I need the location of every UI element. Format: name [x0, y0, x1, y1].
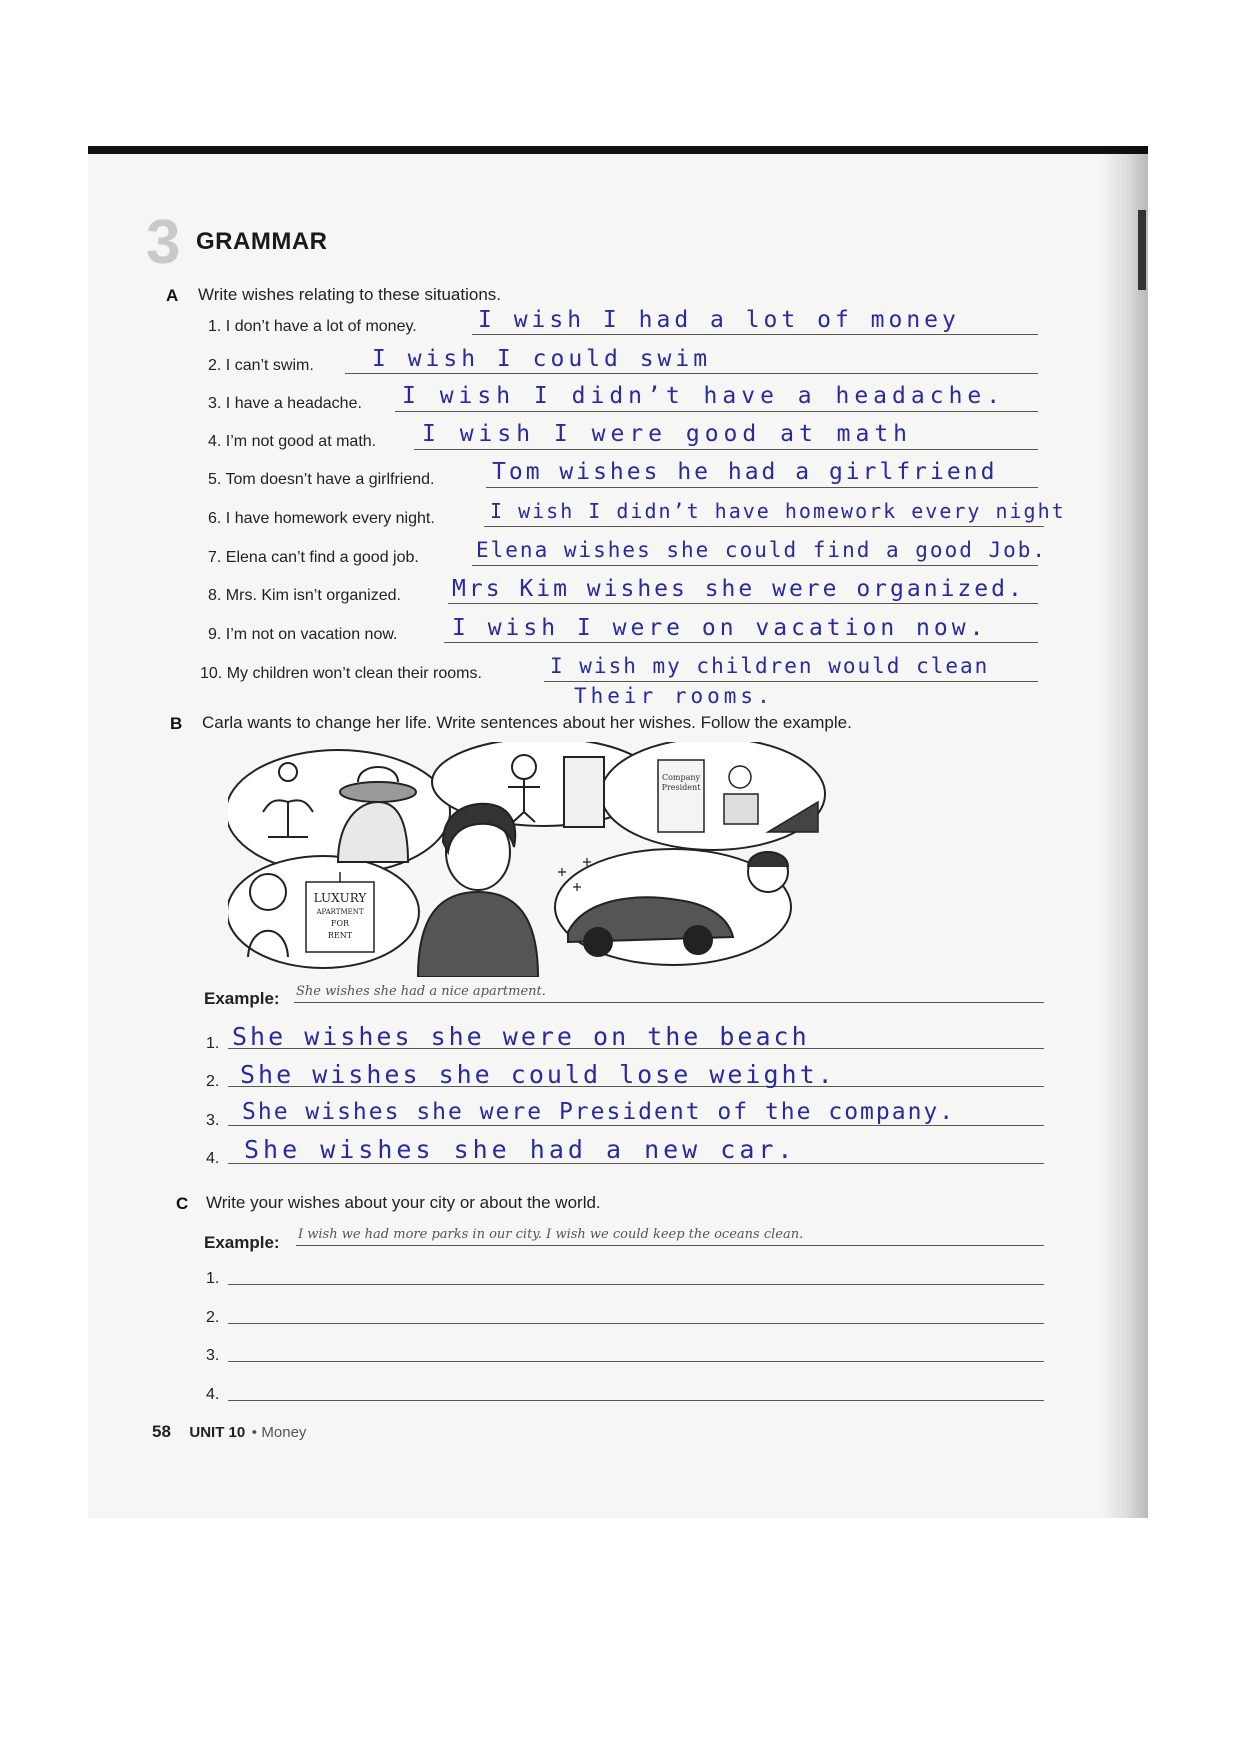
- page-footer: [152, 1422, 306, 1442]
- handwritten-answer[interactable]: Elena wishes she could find a good Job.: [476, 538, 1048, 562]
- handwritten-answer[interactable]: I wish I were on vacation now.: [452, 615, 988, 641]
- door-sign-line-2: President: [661, 783, 701, 792]
- binding-mark: [1138, 210, 1146, 290]
- sign-apartment: APARTMENT: [316, 908, 364, 916]
- item-number: 2.: [206, 1309, 220, 1326]
- answer-line: [484, 526, 1044, 527]
- door-sign-line-1: Company: [661, 773, 701, 782]
- sign-for: FOR: [330, 919, 350, 928]
- list-item: [208, 471, 435, 489]
- handwritten-answer[interactable]: I wish I were good at math: [422, 421, 913, 447]
- part-c-instruction: Write your wishes about your city or about the world.: [206, 1193, 601, 1212]
- office-bubble: [601, 742, 825, 850]
- item-prompt: Elena can’t find a good job.: [225, 549, 419, 566]
- part-b-example-text: She wishes she had a nice apartment.: [296, 984, 546, 999]
- blank-answer-line[interactable]: [228, 1400, 1044, 1401]
- part-b-instruction: Carla wants to change her life. Write sentences about her wishes. Follow the example.: [202, 713, 852, 732]
- item-number: 4.: [206, 1386, 220, 1403]
- handwritten-answer[interactable]: Tom wishes he had a girlfriend: [492, 459, 998, 485]
- answer-line: [486, 487, 1038, 488]
- handwritten-answer[interactable]: She wishes she were President of the company.: [242, 1099, 956, 1125]
- list-item: [200, 665, 482, 683]
- item-prompt: I’m not good at math.: [225, 433, 377, 450]
- handwritten-answer[interactable]: I wish I had a lot of money: [478, 307, 960, 333]
- handwritten-answer[interactable]: I wish I could swim: [372, 346, 712, 372]
- handwritten-answer[interactable]: She wishes she had a new car.: [244, 1135, 797, 1164]
- item-number: 10.: [200, 665, 223, 682]
- list-item: [208, 549, 419, 567]
- item-number: 3.: [206, 1112, 220, 1129]
- item-number: 5.: [208, 471, 222, 488]
- answer-line: [544, 681, 1038, 682]
- part-a-instruction: Write wishes relating to these situations.: [198, 285, 501, 304]
- item-prompt: Tom doesn’t have a girlfriend.: [225, 471, 435, 488]
- handwritten-answer[interactable]: I wish I didn’t have a headache.: [402, 383, 1006, 409]
- list-item: [208, 357, 314, 375]
- answer-line: [228, 1125, 1044, 1126]
- handwritten-answer[interactable]: She wishes she could lose weight.: [240, 1060, 836, 1089]
- separator-dot: •: [251, 1424, 257, 1441]
- item-number: 8.: [208, 587, 222, 604]
- list-item: [208, 318, 417, 336]
- answer-line: [444, 642, 1038, 643]
- blank-answer-line[interactable]: [228, 1323, 1044, 1324]
- item-prompt: I have homework every night.: [225, 510, 435, 527]
- item-number: 1.: [206, 1035, 220, 1052]
- item-number: 4.: [206, 1150, 220, 1167]
- carla-wishes-illustration: [228, 742, 828, 977]
- answer-line: [448, 603, 1038, 604]
- item-number: 1.: [206, 1270, 220, 1287]
- handwritten-answer[interactable]: She wishes she were on the beach: [232, 1022, 810, 1051]
- item-number: 9.: [208, 626, 222, 643]
- answer-line: [472, 565, 1038, 566]
- item-number: 3.: [208, 395, 222, 412]
- item-number: 3.: [206, 1347, 220, 1364]
- answer-line: [414, 449, 1038, 450]
- item-number: 1.: [208, 318, 222, 335]
- part-c-example-text: I wish we had more parks in our city. I wish we could keep the oceans clean.: [298, 1227, 804, 1242]
- item-prompt: I don’t have a lot of money.: [225, 318, 417, 335]
- item-prompt: I can’t swim.: [225, 357, 314, 374]
- handwritten-answer[interactable]: I wish I didn’t have homework every night: [490, 499, 1066, 523]
- list-item: [208, 587, 401, 605]
- sign-luxury: LUXURY: [313, 891, 367, 905]
- list-item: [208, 395, 362, 413]
- item-number: 7.: [208, 549, 222, 566]
- section-title: GRAMMAR: [196, 228, 328, 255]
- item-number: 2.: [208, 357, 222, 374]
- item-prompt: I have a headache.: [225, 395, 362, 412]
- item-number: 4.: [208, 433, 222, 450]
- unit-topic: Money: [261, 1424, 307, 1441]
- item-number: 6.: [208, 510, 222, 527]
- list-item: [208, 510, 435, 528]
- item-prompt: My children won’t clean their rooms.: [226, 665, 482, 682]
- list-item: [208, 433, 376, 451]
- answer-line: [345, 373, 1038, 374]
- part-a-letter: A: [166, 286, 179, 305]
- handwritten-answer[interactable]: I wish my children would clean: [550, 654, 990, 678]
- sign-rent: RENT: [327, 931, 353, 940]
- item-prompt: Mrs. Kim isn’t organized.: [225, 587, 401, 604]
- page-binding-shadow: [1100, 146, 1148, 1518]
- page-top-border: [88, 146, 1148, 154]
- handwritten-answer-continued: Their rooms.: [574, 684, 774, 708]
- part-b-letter: B: [170, 714, 183, 733]
- handwritten-answer[interactable]: Mrs Kim wishes she were organized.: [452, 576, 1025, 602]
- example-line: [294, 1002, 1044, 1003]
- answer-line: [395, 411, 1038, 412]
- part-c-letter: C: [176, 1194, 189, 1213]
- part-b-example-label: Example:: [204, 989, 280, 1008]
- item-number: 2.: [206, 1073, 220, 1090]
- section-number: 3: [146, 208, 181, 277]
- list-item: [208, 626, 397, 644]
- unit-label: UNIT 10: [189, 1424, 246, 1441]
- blank-answer-line[interactable]: [228, 1284, 1044, 1285]
- part-c-example-label: Example:: [204, 1233, 280, 1252]
- example-line: [296, 1245, 1044, 1246]
- item-prompt: I’m not on vacation now.: [225, 626, 398, 643]
- page-number: 58: [152, 1422, 171, 1441]
- answer-line: [472, 334, 1038, 335]
- blank-answer-line[interactable]: [228, 1361, 1044, 1362]
